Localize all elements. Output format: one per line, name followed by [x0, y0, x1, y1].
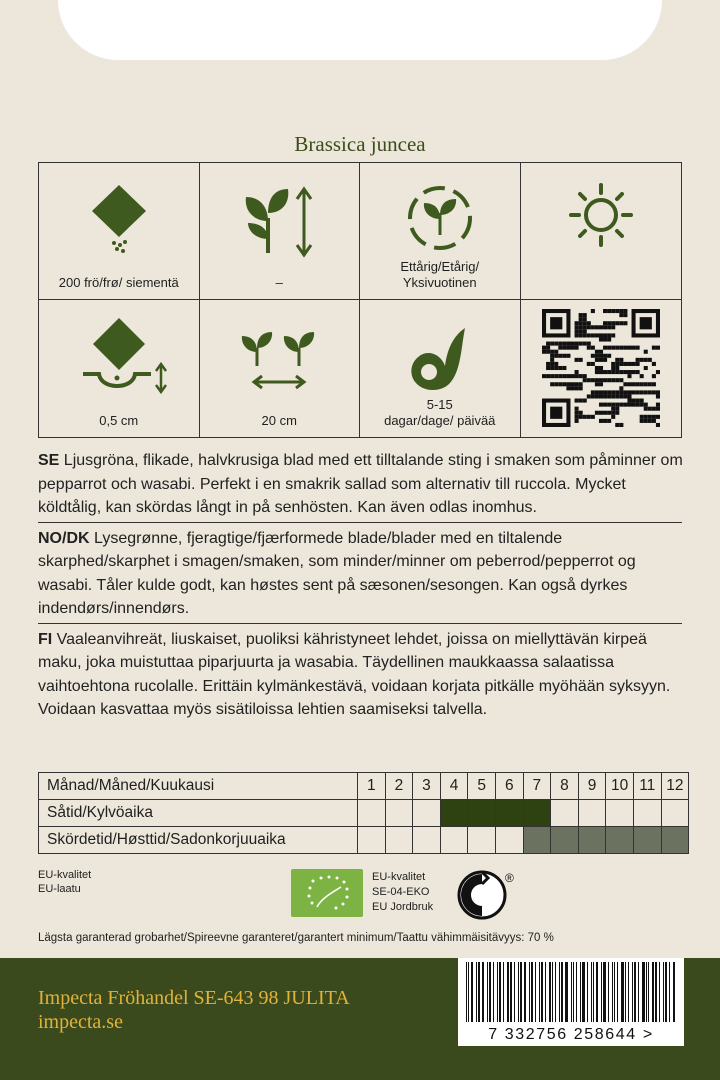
hang-hole — [58, 0, 662, 60]
eu-quality-fi: EU-laatu — [38, 883, 81, 895]
annual-cycle-icon — [395, 173, 485, 263]
sun-icon — [556, 173, 646, 263]
sowing-month-7 — [523, 800, 551, 827]
calendar-header-row — [39, 773, 689, 800]
registered-mark: ® — [505, 871, 514, 885]
harvest-month-2 — [385, 827, 413, 854]
sowing-depth-icon — [69, 310, 169, 400]
vendor-address: Impecta Fröhandel SE-643 98 JULITA — [38, 987, 350, 1009]
month-2: 2 — [385, 773, 413, 800]
plant-height-icon — [234, 173, 324, 263]
separator — [38, 623, 682, 624]
lang-code-se: SE — [38, 452, 60, 469]
sowing-row — [39, 800, 689, 827]
harvest-row — [39, 827, 689, 854]
barcode-bars — [466, 962, 676, 1022]
sowing-month-1 — [358, 800, 386, 827]
description-se — [38, 449, 688, 520]
calendar-header-label: Månad/Måned/Kuukausi — [39, 773, 358, 800]
annual-cycle-caption: Ettårig/Etårig/ Yksivuotinen — [400, 259, 480, 290]
seed-count-cell — [39, 163, 200, 300]
sowing-month-12 — [661, 800, 689, 827]
lang-code-no-dk: NO/DK — [38, 529, 90, 547]
eu-control-code: SE-04-EKO — [372, 886, 430, 898]
month-4: 4 — [440, 773, 468, 800]
barcode-digits: 7 332756 258644 > — [488, 1026, 654, 1043]
harvest-month-3 — [413, 827, 441, 854]
month-7: 7 — [523, 773, 551, 800]
seed-count-caption: 200 frö/frø/ siementä — [58, 275, 179, 290]
plant-spacing-cell — [200, 300, 361, 437]
green-dot-recycling-icon — [457, 870, 521, 922]
icon-grid — [38, 162, 682, 438]
harvest-month-8 — [551, 827, 579, 854]
sowing-depth-caption: 0,5 cm — [99, 413, 139, 428]
lang-code-fi: FI — [38, 630, 53, 648]
month-11: 11 — [633, 773, 661, 800]
seed-count-icon — [74, 173, 164, 263]
qr-cell — [521, 300, 682, 437]
sowing-month-9 — [578, 800, 606, 827]
harvest-month-6 — [495, 827, 523, 854]
sowing-month-3 — [413, 800, 441, 827]
germination-icon — [395, 310, 485, 400]
harvest-month-10 — [606, 827, 634, 854]
eu-quality-right — [372, 870, 433, 915]
separator — [38, 522, 682, 523]
month-5: 5 — [468, 773, 496, 800]
harvest-month-11 — [633, 827, 661, 854]
sowing-month-10 — [606, 800, 634, 827]
description-fi — [38, 628, 688, 722]
sowing-month-11 — [633, 800, 661, 827]
eu-quality-left — [38, 868, 91, 896]
description-se-text: Ljusgröna, flikade, halvkrusiga blad med ett tilltalande sting i smaken som påminner om pepparrot och wasabi. Perfekt i en smakrik sallad som alternativ till ruccola. Mycket köldtålig, kan skördas långt in på senhösten. Kan även odlas inomhus. — [38, 452, 683, 516]
sowing-month-4 — [440, 800, 468, 827]
sowing-depth-cell — [39, 300, 200, 437]
sowing-month-6 — [495, 800, 523, 827]
eu-agriculture: EU Jordbruk — [372, 901, 434, 913]
plant-height-caption: – — [275, 275, 283, 290]
harvest-month-9 — [578, 827, 606, 854]
annual-cycle-cell — [360, 163, 521, 300]
eu-quality-label: EU-kvalitet — [372, 871, 426, 883]
vendor-info — [38, 986, 350, 1034]
sun-cell — [521, 163, 682, 300]
harvest-month-4 — [440, 827, 468, 854]
sowing-row-label: Såtid/Kylvöaika — [39, 800, 358, 827]
month-1: 1 — [358, 773, 386, 800]
eu-quality-se: EU-kvalitet — [38, 869, 92, 881]
plant-spacing-icon — [229, 310, 329, 400]
sowing-calendar — [38, 772, 689, 854]
germination-caption: 5-15 dagar/dage/ päivää — [384, 397, 496, 428]
harvest-month-12 — [661, 827, 689, 854]
month-9: 9 — [578, 773, 606, 800]
description-no-dk-text: Lysegrønne, fjeragtige/fjærformede blade/blader med en tiltalende skarphed/skarphet i smagen/smaken, som minder/minner om peberrod/pepperrot og wasabi. Tåler kulde godt, kan høstes sent på sæsonen/sesongen. Kan også dyrkes indendørs/innendørs. — [38, 529, 636, 617]
qr-code-icon[interactable] — [542, 309, 660, 427]
month-12: 12 — [661, 773, 689, 800]
harvest-row-label: Skördetid/Høsttid/Sadonkorjuuaika — [39, 827, 358, 854]
description-no-dk — [38, 527, 688, 621]
sowing-month-5 — [468, 800, 496, 827]
month-3: 3 — [413, 773, 441, 800]
vendor-website[interactable]: impecta.se — [38, 1011, 123, 1033]
harvest-month-5 — [468, 827, 496, 854]
barcode — [458, 958, 684, 1046]
sowing-month-8 — [551, 800, 579, 827]
description-fi-text: Vaaleanvihreät, liuskaiset, puoliksi kähristyneet lehdet, joissa on miellyttävän kirpeä maku, joka muistuttaa piparjuurta ja wasabia. Täydellinen maukkaassa salaatissa vaihtoehtona rucolalle. Erittäin kylmänkestävä, voidaan korjata pitkälle myöhään syksyyn. Voidaan kasvattaa myös sisätiloissa lehtien saamiseksi talvella. — [38, 630, 671, 718]
month-8: 8 — [551, 773, 579, 800]
descriptions — [38, 449, 688, 724]
germination-guarantee: Lägsta garanterad grobarhet/Spireevne garanteret/garantert minimum/Taattu vähimmäisitävyys: 70 % — [38, 932, 554, 944]
plant-spacing-caption: 20 cm — [261, 413, 297, 428]
sowing-month-2 — [385, 800, 413, 827]
plant-height-cell — [200, 163, 361, 300]
eu-organic-leaf-icon — [291, 869, 363, 917]
harvest-month-1 — [358, 827, 386, 854]
month-6: 6 — [495, 773, 523, 800]
month-10: 10 — [606, 773, 634, 800]
germination-cell — [360, 300, 521, 437]
species-name: Brassica juncea — [294, 132, 426, 156]
harvest-month-7 — [523, 827, 551, 854]
